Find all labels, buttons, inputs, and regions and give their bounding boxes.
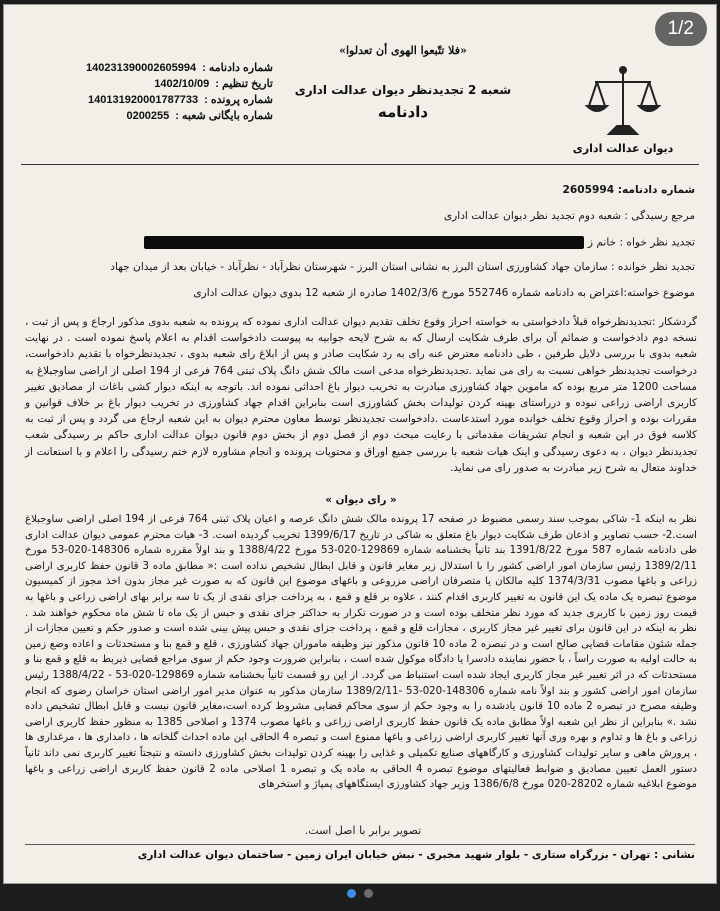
certified-copy-stamp: تصویر برابر با اصل است. (304, 824, 422, 837)
archive-label: شماره بایگانی شعبه : (175, 110, 273, 122)
court-name: دیوان عدالت اداری (572, 142, 674, 155)
header-divider (21, 164, 699, 165)
scales-of-justice-icon (583, 62, 663, 142)
ruling-heading: « رای دیوان » (325, 494, 397, 506)
ruling-paragraph: نظر به اینکه 1- شاکی بموجب سند رسمی مضبوط در صفحه 17 پرونده مالک شش دانگ عرصه و اعیان پلاک ثبتی 764 فرعی از 194 اصلی اراضی ساوجبلاغ است.2- حسب تصاویر و اذعان طرف شکایت دیوار باغ متعلق به شاکی در تاریخ 1399/6/17 تخریب گردیده است. 3- هیات محترم عمومی دیوان عدالت اداری طی دادنامه شماره 587 مورخ 1391/8/22 بند ثانیاً بخشنامه شماره 129869-020-53 مورخ 1388/4/22 و بند اولاً مقرره شماره 148306-020-53 مورخ 1389/2/11 رئیس سازمان امور اراضی کشور را با استدلال زیر مغایر قانون و قابل ابطال تشخیص نداده است :« مطابق ماده 3 قانون حفظ کاربری اراضی زراعی و باغها مصوب 1374/3/31 کلیه مالکان یا متصرفان اراضی مزروعی و باغهای موضوع این قانون که به صورت غیر مجاز بدون اخذ مجوز از کمیسیون موضوع تبصره یک ماده یک این قانون به تغییر کاربری اقدام کنند ، علاوه بر قلع و قمع ، به پرداخت جزای نقدی از یک تا سه برابر بهای اراضی زراعی و باغها به قیمت روز زمین با کاربری جدید که مورد نظر متخلف بوده است و در صورت تکرار به حداکثر جزای نقدی و حبس از یک ماه تا شش ماه محکوم خواهند شد . نظر به اینکه در این قانون برای تغییر غیر مجاز کاربری ، مجازات قلع و قمع ، پرداخت جزای نقدی و حبس پیش بینی شده است و صدور حکم و تعیین مجازات از جمله شئون مقامات قضایی صالح است و در تبصره 2 ماده 10 قانون مذکور نیز وظیفه ماموران جهاد کشاورزی ، قلع و قمع بنا و مستحدثات و اعاده وضع زمین به حالت اولیه به صورت راساً ، با حضور نماینده دادسرا یا دادگاه موکول شده است ، بنابراین ضرورت وجود حکم از سوی مراجع قضایی ذیربط به قلع و قمع بنا و مستحدثات که در اثر تغییر غیر مجاز کاربری ایجاد شده است استنباط می گردد. از این رو قسمت ثانیاً بخشنامه شماره 129869-020-53 - 1388/4/22 رئیس سازمان امور اراضی کشور و بند اولاً نامه شماره 148306-020-53 -1389/2/11 سازمان مذکور به عنوان مدیر امور اراضی استان خراسان رضوی که انجام وظیفه مصرح در تبصره 2 ماده 10 قانون یادشده را به وجود حکم از سوی محاکم قضایی مشروط کرده است،مغایر قانون نیست و قابل ابطال تشخیص داده نشد .» بنابراین از نظر این شعبه اولاً مطابق ماده یک قانون حفظ کاربری اراضی زراعی و باغها مصوب 1374 و اصلاحی 1385 به منظور حفظ کاربری اراضی زراعی و باغ ها و تداوم و بهره وری آنها تغییر کاربری اراضی زراعی و باغها ممنوع است و تبصره 4 الحاقی این ماده احداث گلخانه ها ، دامداری ها ، مرغداری ها ، پرورش ماهی و سایر تولیدات کشاورزی و کارگاههای صنایع تکمیلی و غذایی را بهینه کردن تولیدات بخش کشاورزی دانسته و نتیجتاً تغییر کاربری نمی داند ثانیاً دستور العمل تعیین مصادیق و ضوابط فعالیتهای موضوع تبصره 4 الحاقی به ماده یک و تبصره 1 اصلاحی ماده 2 قانون حفظ کاربری اراضی زراعی و باغها موضوع ابلاغیه شماره 28202-020 مورخ 1386/6/8 وزیر جهاد کشاورزی ایستگاههای پمپاژ و استخرهای (25, 514, 698, 791)
redaction-bar (144, 236, 584, 249)
branch-title: شعبه 2 تجدیدنظر دیوان عدالت اداری (294, 83, 512, 97)
field-appellant: تجدید نظر خواه : خانم ز (144, 236, 695, 249)
court-address: نشانی : تهران - بزرگراه ستاری - بلوار شهید مخبری - نبش خیابان ایران زمین - ساختمان دیوان عدالت اداری (25, 844, 695, 861)
issue-date: 1402/10/09 (154, 78, 210, 90)
archive-number: 0200255 (126, 110, 170, 122)
page-dot-1[interactable] (347, 889, 356, 898)
field-respondent: تجدید نظر خوانده : سازمان جهاد کشاورزی استان البرز به نشانی استان البرز - شهرستان نظرآباد - نظرآباد - خیابان بعد از میدان جهاد (110, 261, 695, 273)
date-label: تاریخ تنظیم : (215, 78, 273, 90)
case-label: شماره پرونده : (204, 94, 273, 106)
report-paragraph: گردشکار :تجدیدنظرخواه قبلاً دادخواستی به خواسته احراز وقوع تخلف تقدیم دیوان عدالت اداری نموده که پرونده به شعبه بدوی مذکور ارجاع و پس از ثبت ، نسخه دوم دادخواست و ضمائم آن برای طرف شکایت ارسال که به شرح لایحه جوابیه به پیوست دادخواست اقدام به اعلام پاسخ نموده است . در نهایت شعبه بدوی با بررسی دلایل طرفین ، طی دادنامه معترض عنه رای به رد شکایت صادر و پس از ابلاغ رای شعبه بدوی ، تجدیدنظرخواه با تقدیم دادخواست، درخواست تجدیدنظر خواهی نسبت به رای می نماید .تجدیدنظرخواه مدعی است مالک شش دانگ پلاک ثبتی 764 فرعی از 194 اصلی از اراضی ساوجبلاغ به مساحت 1200 متر مربع بوده که ماموین جهاد کشاورزی مبادرت به تخریب دیوار باغ احداثی نموده اند. باتوجه به اینکه دیوار کشی باغات از مصادیق تغییر کاربری اراضی زراعی نبوده و درراستای بهینه کردن تولیدات بخش کشاورزی است بنابراین اقدام جهاد کشاورزی در تخریب دیوار باغ بر خلاف قوانین و مقررات بوده و احراز وقوع تخلف خوانده مورد استدعاست .دادخواست تجدیدنظر توسط معاون محترم دیوان به این شعبه ارجاع می گردد و پس از ثبت به کلاسه فوق در این شعبه و انجام تشریفات مقدماتی با رعایت مبحث دوم از فصل دوم از بخش دوم قانون دیوان عدالت اداری حاکم بر رسیدگی شعب تجدیدنظر دیوان ، به دعوی رسیدگی و اینک هیات شعبه با بررسی جمیع اوراق و محتویات پرونده و انجام مشاوره لازم ختم رسیدگی را اعلام و با استعانت از خداوند متعال به شرح زیر مبادرت به صدور رای می نماید. (25, 316, 697, 474)
case-number: 140131920001787733 (88, 94, 199, 106)
document-page (3, 4, 717, 884)
field-reference: مرجع رسیدگی : شعبه دوم تجدید نظر دیوان عدالت اداری (443, 210, 695, 222)
pagination-dots (0, 889, 720, 898)
page-indicator: 1/2 (655, 12, 707, 46)
case-metadata (63, 60, 273, 124)
document-header (283, 44, 523, 121)
document-type: دادنامه (377, 103, 429, 121)
motto: «فلا تتّبعوا الهوی أن تعدلوا» (339, 44, 467, 57)
field-dadnameh-number: شماره دادنامه: 2605994 (562, 184, 695, 196)
field-subject: موضوع خواسته:اعتراض به دادنامه شماره 552746 مورخ 1402/3/6 صادره از شعبه 12 بدوی دیوان عدالت اداری (193, 287, 695, 299)
dadnameh-label: شماره دادنامه : (202, 62, 273, 74)
dadnameh-number: 140231390002605994 (86, 62, 197, 74)
page-dot-2[interactable] (364, 889, 373, 898)
